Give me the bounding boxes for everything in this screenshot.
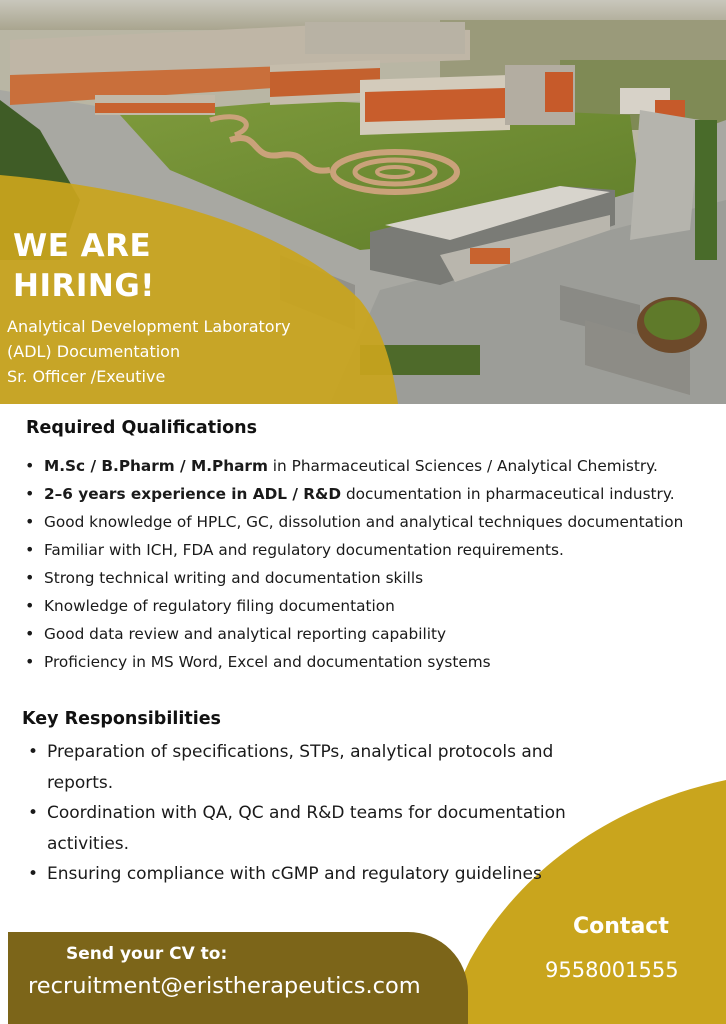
qualification-item-emphasis: 2–6 years experience in ADL / R&D [44,485,342,503]
qualification-item-text: Strong technical writing and documentation skills [44,569,424,587]
qualifications-heading: Required Qualifications [26,418,258,438]
hiring-title-line2: HIRING! [13,268,155,304]
qualification-item [25,480,725,508]
qualification-item [25,620,725,648]
contact-label: Contact [573,914,669,939]
responsibilities-heading: Key Responsibilities [22,709,221,729]
qualification-item [25,564,725,592]
qualification-item-text: Familiar with ICH, FDA and regulatory documentation requirements. [44,541,564,559]
job-role-line2: (ADL) Documentation [7,342,181,361]
email-link[interactable]: recruitment@eristherapeutics.com [28,973,421,999]
qualification-item [25,592,725,620]
qualification-item-text: documentation in pharmaceutical industry. [341,485,675,503]
qualification-item-text: Proficiency in MS Word, Excel and documentation systems [44,653,491,671]
job-role-line3: Sr. Officer /Exeutive [7,367,166,386]
qualification-item-emphasis: M.Sc / B.Pharm / M.Pharm [44,457,268,475]
responsibility-item: • Preparation of specifications, STPs, analytical protocols and reports. [28,737,588,798]
qualification-item-text: Good knowledge of HPLC, GC, dissolution and analytical techniques documentation [44,513,684,531]
qualification-item-text: in Pharmaceutical Sciences / Analytical Chemistry. [267,457,658,475]
hiring-title-line1: WE ARE [13,228,152,264]
cv-label: Send your CV to: [66,944,228,964]
qualification-item [25,648,725,676]
qualification-item [25,536,725,564]
qualifications-list [25,452,725,676]
responsibilities-list [28,737,588,890]
job-role-line1: Analytical Development Laboratory [7,317,291,336]
qualification-item-text: Good data review and analytical reporting capability [44,625,447,643]
qualification-item [25,508,725,536]
qualification-item [25,452,725,480]
responsibility-item: • Coordination with QA, QC and R&D teams for documentation activities. [28,798,588,859]
phone-number[interactable]: 9558001555 [545,958,679,982]
qualification-item-text: Knowledge of regulatory filing documentation [44,597,395,615]
responsibility-item: • Ensuring compliance with cGMP and regulatory guidelines [28,859,588,890]
